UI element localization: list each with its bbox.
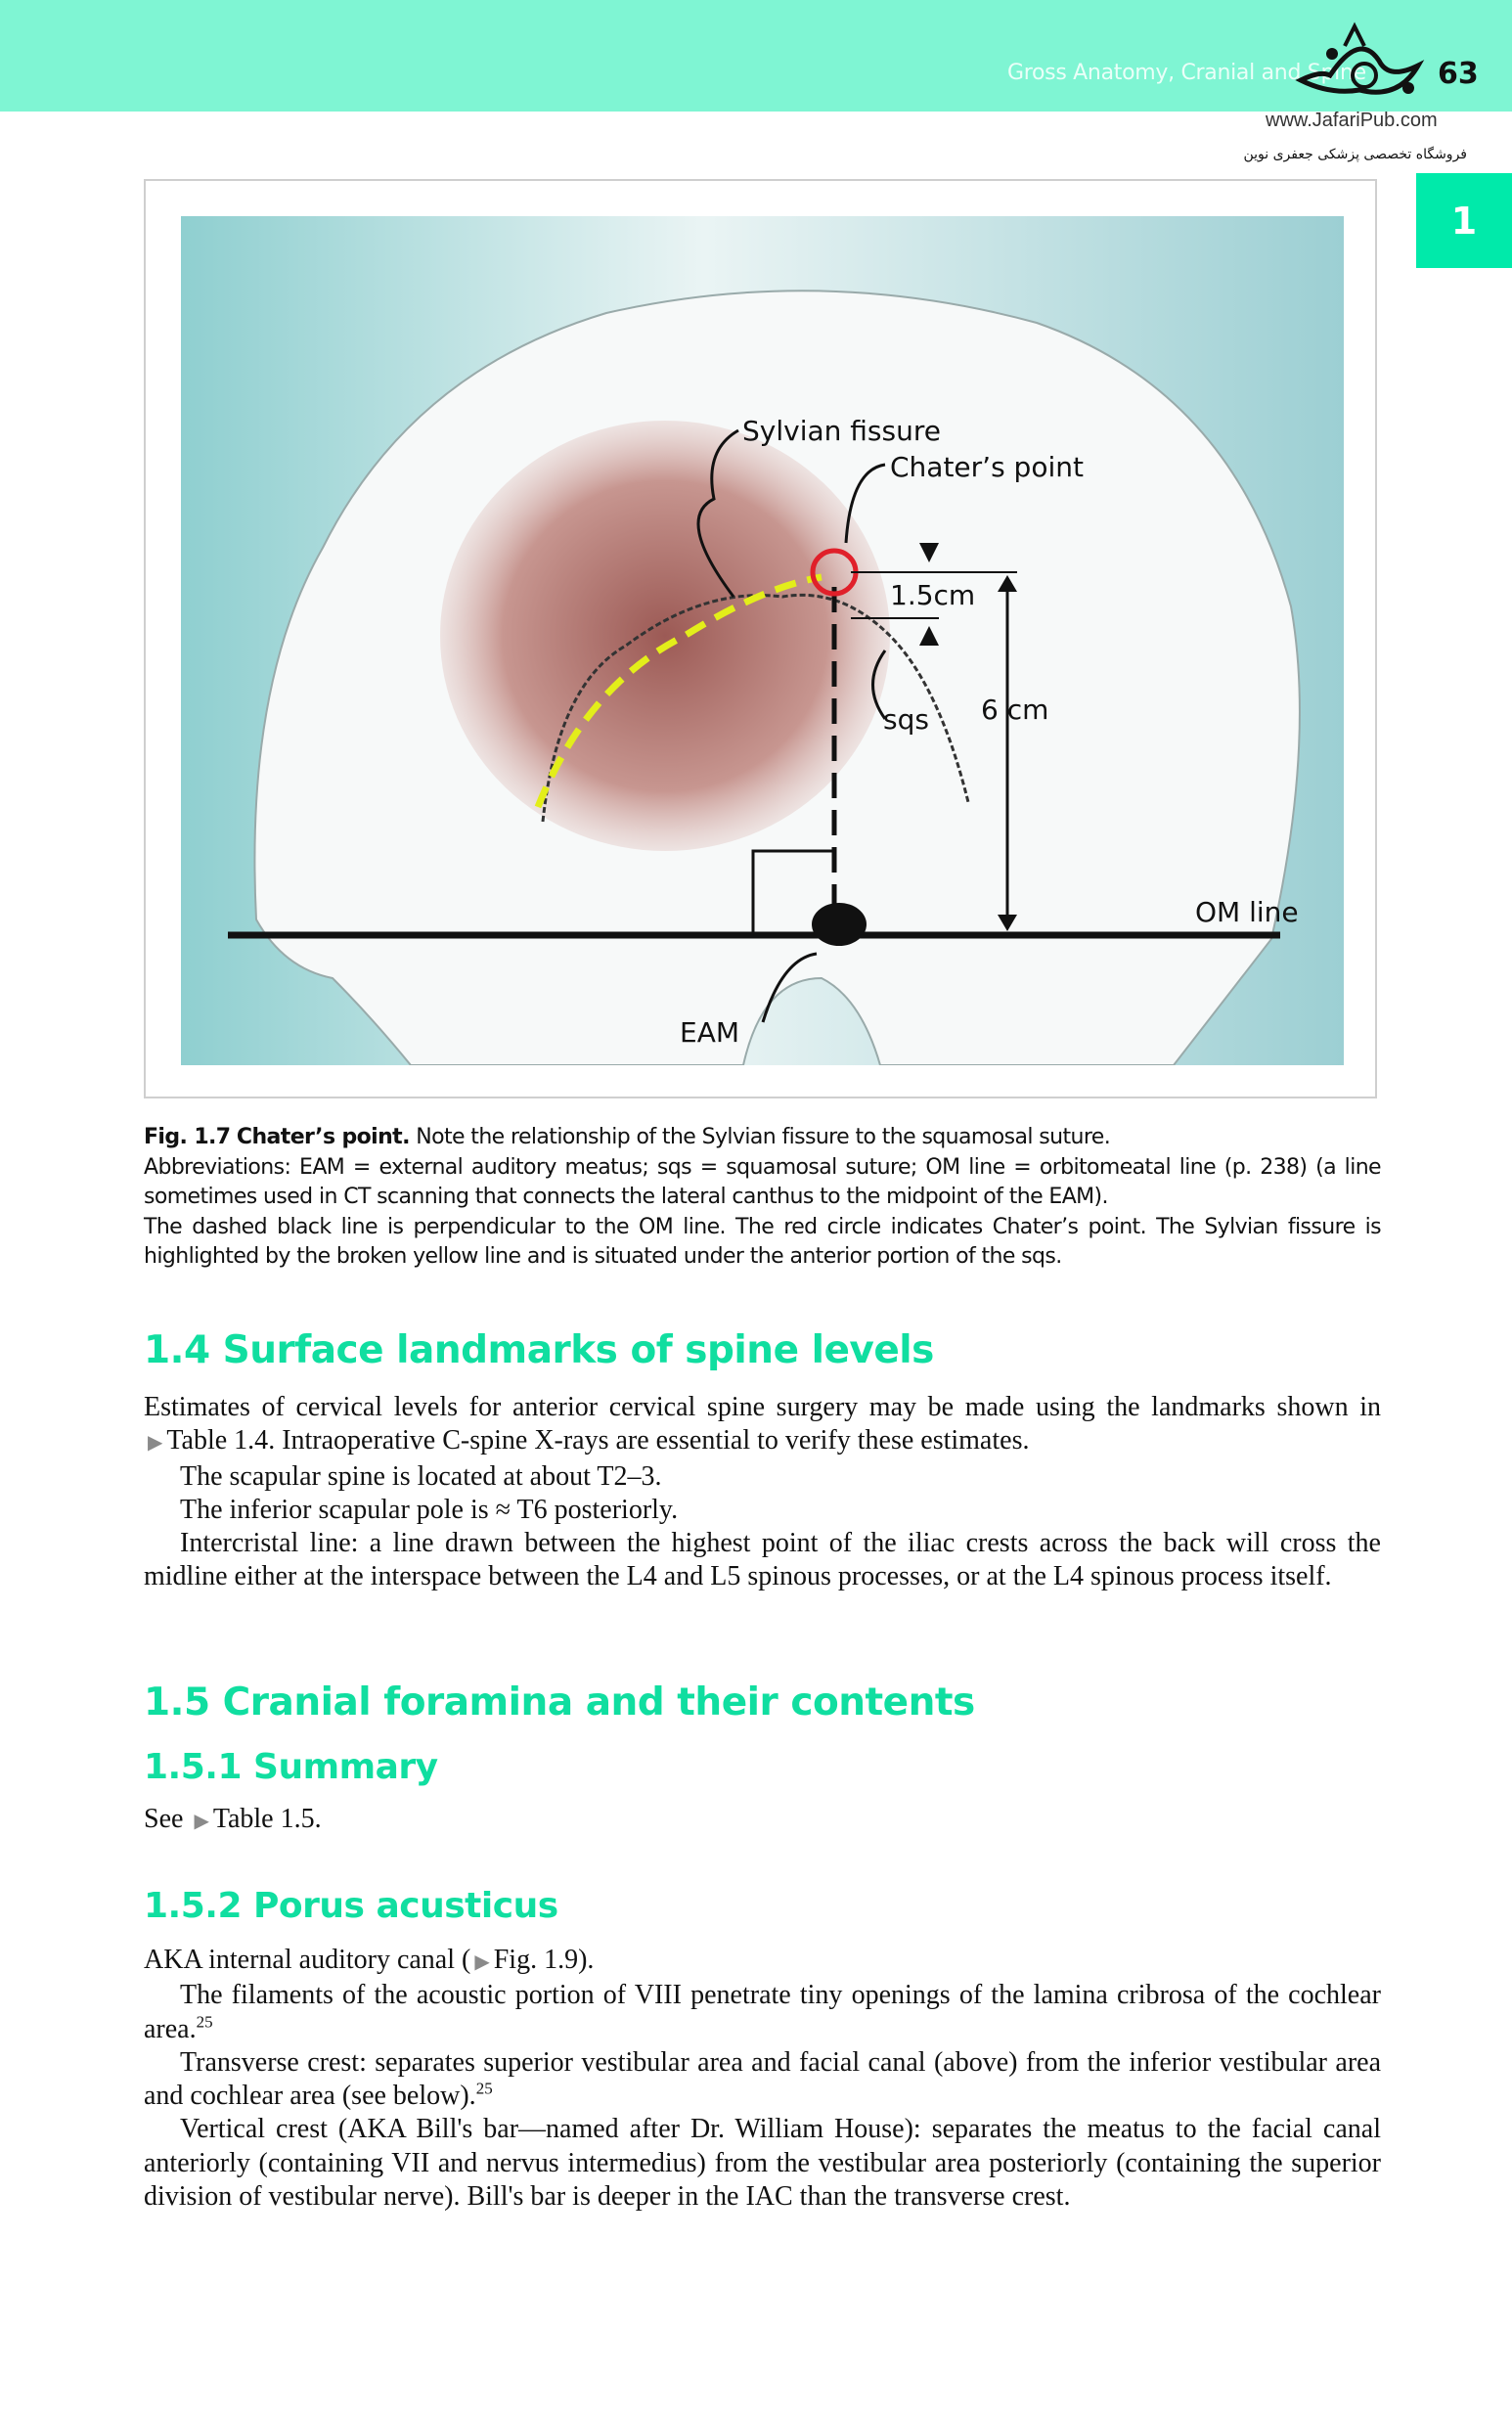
reference-arrow-icon: ▶ (148, 1432, 163, 1455)
table-1-5-link[interactable]: Table 1.5 (212, 1804, 315, 1834)
section-1-5-1-body (144, 1803, 1381, 1838)
caption-title: Chater’s point. (236, 1125, 410, 1149)
publisher-logo-icon (1271, 22, 1438, 110)
paragraph (144, 2046, 1381, 2114)
figure-caption (144, 1123, 1381, 1273)
section-heading-1-5-2: 1.5.2 Porus acusticus (144, 1886, 558, 1926)
chapter-tab: 1 (1416, 173, 1512, 268)
paragraph: Vertical crest (AKA Bill's bar—named after Dr. William House): separates the meatus to the facial canal anteriorly (containing VII and nervus intermedius) from the vestibular area posteriorly (containing the superior division of vestibular nerve). Bill's bar is deeper in the IAC than the transverse crest. (144, 2114, 1381, 2213)
watermark-url: www.JafariPub.com (1266, 110, 1438, 131)
paragraph: Intercristal line: a line drawn between the highest point of the iliac crests across the back will cross the midline either at the interspace between the L4 and L5 spinous processes, or at the L4 spinous process itself. (144, 1528, 1381, 1592)
caption-text-1: Note the relationship of the Sylvian fissure to the squamosal suture. (409, 1125, 1111, 1149)
citation-superscript: 25 (196, 2012, 213, 2032)
section-heading-1-4: 1.4 Surface landmarks of spine levels (144, 1328, 934, 1372)
watermark-persian: فروشگاه تخصصی پزشکی جعفری نوین (1243, 147, 1467, 162)
eam-hole (812, 903, 867, 946)
section-1-4-body (144, 1391, 1381, 1594)
paragraph (144, 1979, 1381, 2046)
para-text: ). (578, 1945, 595, 1975)
running-title: Gross Anatomy, Cranial and Spine (1007, 61, 1366, 85)
label-chaters-point: Chater’s point (890, 451, 1084, 483)
para-text: . Intraoperative C-spine X-rays are essential to verify these estimates. (268, 1425, 1030, 1456)
paragraph: The inferior scapular pole is ≈ T6 posteriorly. (180, 1494, 679, 1525)
reference-arrow-icon: ▶ (194, 1811, 209, 1832)
caption-fig-number: Fig. 1.7 (144, 1125, 231, 1149)
label-eam: EAM (680, 1016, 740, 1049)
reference-arrow-icon: ▶ (474, 1951, 490, 1973)
label-1-5cm: 1.5cm (890, 579, 976, 611)
caption-text-3: The dashed black line is perpendicular to the OM line. The red circle indicates Chater’s point. The Sylvian fissure is highlighted by the broken yellow line and is situated under the anterior portion of the sqs. (144, 1214, 1381, 1269)
para-text: AKA internal auditory canal ( (144, 1945, 471, 1975)
section-heading-1-5-1: 1.5.1 Summary (144, 1747, 438, 1787)
para-text: See (144, 1804, 184, 1834)
chaters-point-illustration (181, 216, 1344, 1065)
para-text: . (314, 1804, 322, 1834)
label-6cm: 6 cm (981, 694, 1049, 726)
para-text: Estimates of cervical levels for anterior cervical spine surgery may be made using the landmarks shown in (144, 1392, 1381, 1422)
page-number: 63 (1438, 57, 1479, 91)
label-om-line: OM line (1195, 896, 1299, 928)
citation-superscript: 25 (475, 2079, 493, 2098)
para-text: The filaments of the acoustic portion of VIII penetrate tiny openings of the lamina cribrosa of the cochlear area. (144, 1980, 1381, 2044)
fig-1-9-link[interactable]: Fig. 1.9 (493, 1945, 579, 1975)
section-1-5-2-body (144, 1944, 1381, 2214)
table-1-4-link[interactable]: Table 1.4 (166, 1425, 269, 1456)
section-heading-1-5: 1.5 Cranial foramina and their contents (144, 1680, 975, 1725)
paragraph: The scapular spine is located at about T2–3. (180, 1460, 662, 1492)
para-text: Transverse crest: separates superior vestibular area and facial canal (above) from the inferior vestibular area and cochlear area (see below). (144, 2046, 1381, 2112)
brain-region (440, 421, 890, 851)
label-sqs: sqs (883, 703, 929, 736)
label-sylvian-fissure: Sylvian fissure (742, 415, 941, 447)
caption-text-2: Abbreviations: EAM = external auditory meatus; sqs = squamosal suture; OM line = orbitomeatal line (p. 238) (a line sometimes used in CT scanning that connects the lateral canthus to the midpoint of the EAM). (144, 1154, 1381, 1209)
